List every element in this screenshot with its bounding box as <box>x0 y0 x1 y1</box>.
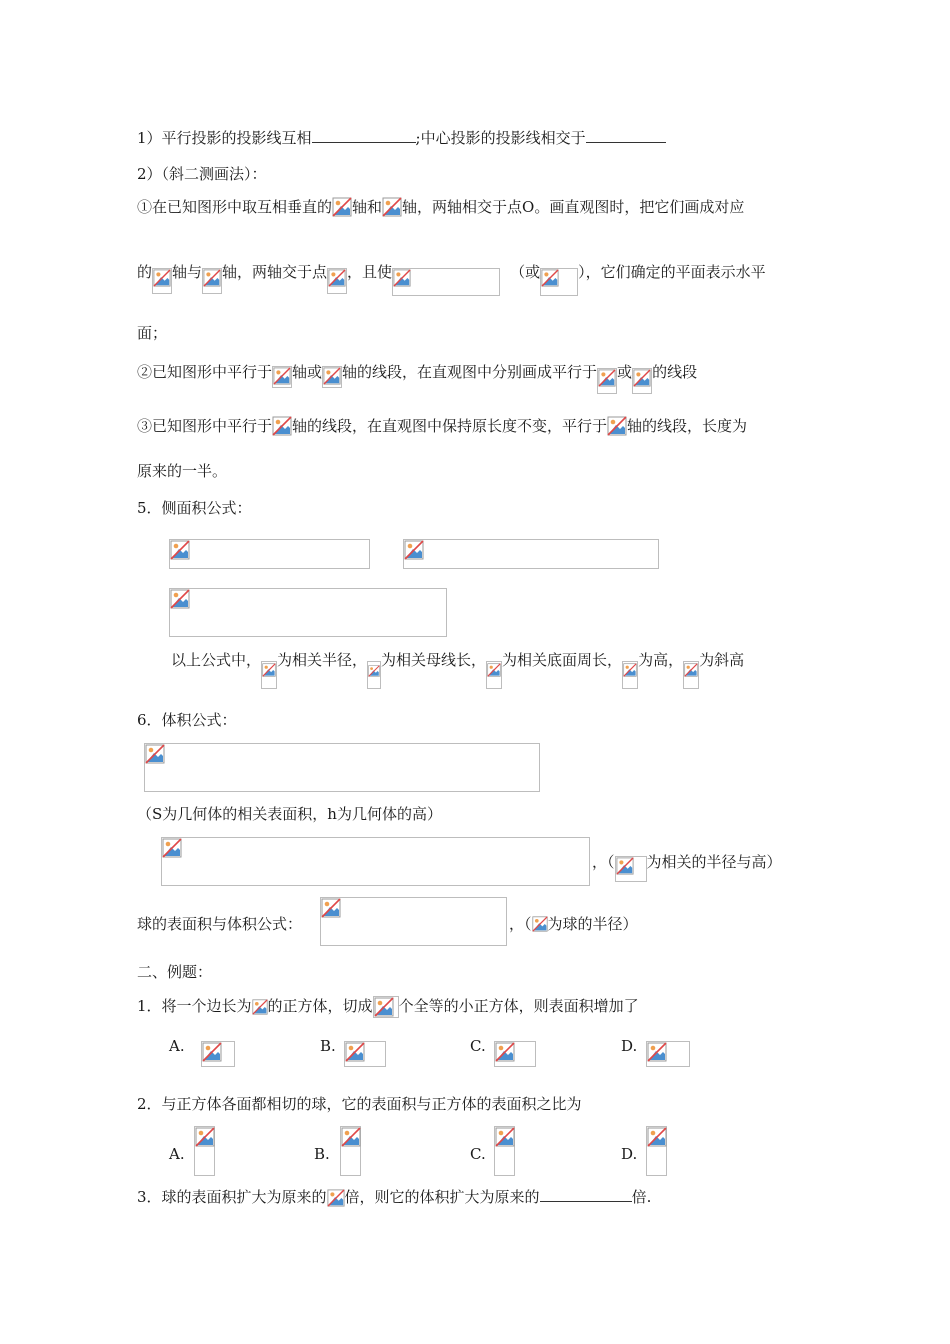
formula-image <box>161 837 590 886</box>
image-placeholder-icon <box>202 268 222 294</box>
image-placeholder-icon <box>322 366 342 388</box>
formula-image <box>169 539 370 569</box>
rule-3-line: ③已知图形中平行于 轴的线段，在直观图中保持原长度不变，平行于 轴的线段，长度为 <box>137 417 748 435</box>
option-c-image[interactable] <box>494 1126 515 1176</box>
image-placeholder-icon <box>495 1127 515 1147</box>
image-placeholder-icon <box>152 268 172 294</box>
rule-3-end: 原来的一半。 <box>137 462 228 480</box>
option-label-c: C. <box>470 1145 486 1163</box>
rule-2-line: ②已知图形中平行于 轴或 轴的线段，在直观图中分别画成平行于 或 的线段 <box>137 362 697 394</box>
image-placeholder-icon <box>327 1189 345 1209</box>
formula-image <box>320 897 507 946</box>
image-placeholder-icon <box>162 838 182 858</box>
option-label-a: A. <box>169 1145 185 1163</box>
sphere-label: 球的表面积与体积公式： <box>137 915 303 933</box>
section-5-note: 以上公式中， 为相关半径， 为相关母线长， 为相关底面周长， 为高， 为斜高 <box>171 650 744 689</box>
image-placeholder-icon <box>647 1042 667 1062</box>
option-label-d: D. <box>621 1037 638 1055</box>
section-6-note: （S为几何体的相关表面积，h为几何体的高） <box>137 805 442 823</box>
rule-1-end: 面； <box>137 324 168 342</box>
option-label-c: C. <box>470 1037 486 1055</box>
question-1: 1．将一个边长为 的正方体，切成 个全等的小正方体，则表面积增加了 <box>137 996 639 1018</box>
option-a-image[interactable] <box>201 1041 235 1067</box>
section-6-note-2: ，（ 为相关的半径与高） <box>592 852 782 882</box>
image-placeholder-icon <box>615 856 647 882</box>
section-1-line: 1）平行投影的投影线互相 ;中心投影的投影线相交于 <box>137 128 666 148</box>
image-placeholder-icon <box>622 661 638 689</box>
image-placeholder-icon <box>195 1127 215 1147</box>
option-a-image[interactable] <box>194 1126 215 1176</box>
image-placeholder-icon <box>272 366 292 388</box>
sphere-note: ，（ 为球的半径） <box>509 915 638 933</box>
formula-image <box>403 539 659 569</box>
question-2: 2．与正方体各面都相切的球，它的表面积与正方体的表面积之比为 <box>137 1095 582 1113</box>
image-placeholder-icon <box>170 589 190 609</box>
image-placeholder-icon <box>327 268 347 294</box>
fill-blank <box>312 128 416 143</box>
image-placeholder-icon <box>341 1127 361 1147</box>
image-placeholder-icon <box>367 661 381 689</box>
image-placeholder-icon <box>532 916 548 932</box>
fill-blank <box>540 1187 632 1202</box>
option-label-b: B. <box>320 1037 336 1055</box>
image-placeholder-icon <box>607 416 627 436</box>
option-d-image[interactable] <box>646 1041 690 1067</box>
image-placeholder-icon <box>252 999 268 1017</box>
option-label-a: A. <box>169 1037 185 1055</box>
fill-blank <box>586 128 666 143</box>
formula-image <box>392 268 500 296</box>
image-placeholder-icon <box>683 661 699 689</box>
rule-1-cont-line: 的 轴与 轴，两轴交于点 ，且使 （或 ），它们确定的平面表示水平 <box>137 262 766 296</box>
image-placeholder-icon <box>345 1042 365 1062</box>
image-placeholder-icon <box>261 661 277 689</box>
image-placeholder-icon <box>321 898 341 918</box>
formula-image <box>169 588 447 637</box>
option-d-image[interactable] <box>646 1126 667 1176</box>
image-placeholder-icon <box>170 540 190 560</box>
image-placeholder-icon <box>647 1127 667 1147</box>
rule-1-line: ①在已知图形中取互相垂直的 轴和 轴，两轴相交于点O。画直观图时，把它们画成对应 <box>137 198 745 216</box>
formula-image <box>540 268 578 296</box>
formula-image <box>144 743 540 792</box>
section-6-title: 6．体积公式： <box>137 711 237 729</box>
image-placeholder-icon <box>202 1042 222 1062</box>
option-c-image[interactable] <box>494 1041 536 1067</box>
section-5-title: 5．侧面积公式： <box>137 499 252 517</box>
image-placeholder-icon <box>272 416 292 436</box>
image-placeholder-icon <box>382 197 402 217</box>
option-b-image[interactable] <box>340 1126 361 1176</box>
examples-title: 二、例题： <box>137 963 213 981</box>
image-placeholder-icon <box>145 744 165 764</box>
image-placeholder-icon <box>486 661 502 689</box>
image-placeholder-icon <box>373 996 399 1018</box>
image-placeholder-icon <box>495 1042 515 1062</box>
image-placeholder-icon <box>597 368 617 394</box>
option-b-image[interactable] <box>344 1041 386 1067</box>
image-placeholder-icon <box>632 368 652 394</box>
question-3: 3．球的表面积扩大为原来的 倍，则它的体积扩大为原来的 倍. <box>137 1187 651 1209</box>
image-placeholder-icon <box>332 197 352 217</box>
option-label-d: D. <box>621 1145 638 1163</box>
option-label-b: B. <box>314 1145 330 1163</box>
section-2-title: 2）（斜二测画法）： <box>137 165 267 183</box>
image-placeholder-icon <box>404 540 424 560</box>
